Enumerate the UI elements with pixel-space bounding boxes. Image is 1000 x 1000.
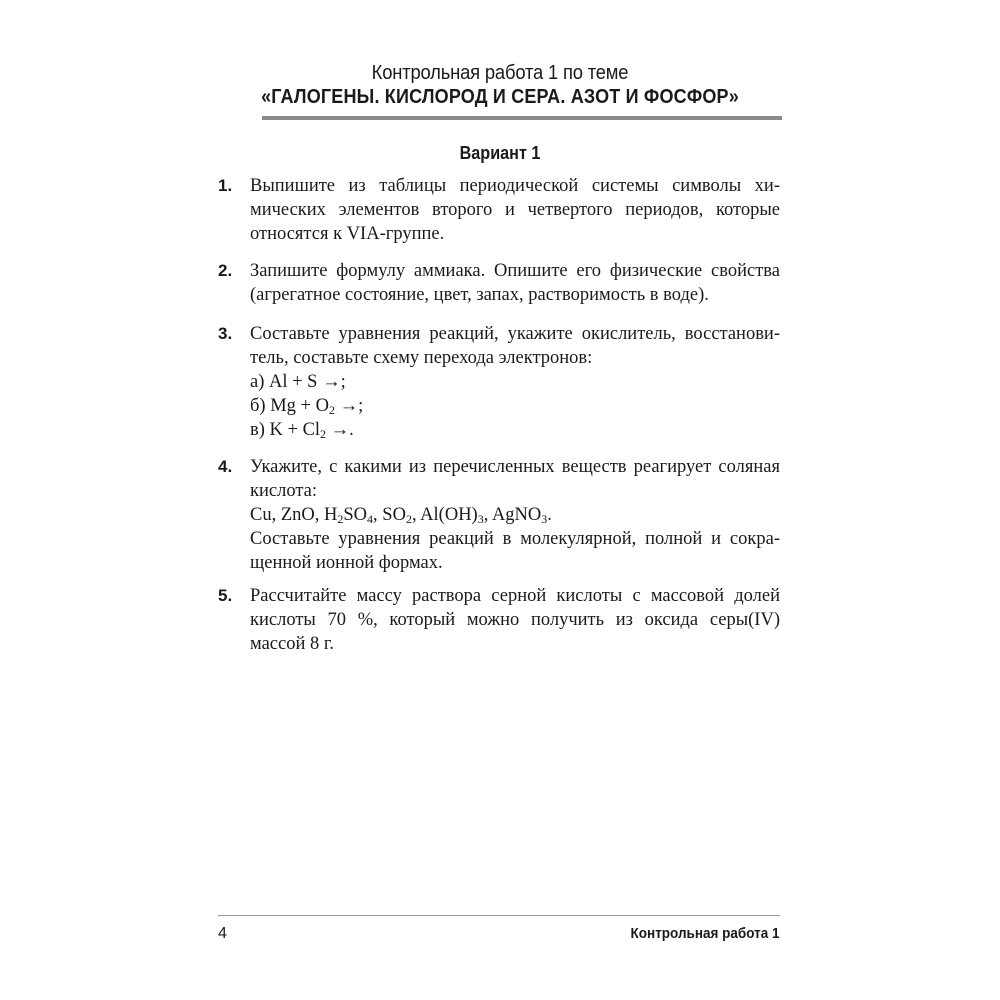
reaction-b-left: б) Mg + O <box>250 396 329 416</box>
formula-part: SO <box>343 505 368 525</box>
reaction-arrow: →. <box>326 420 354 440</box>
subscript: 2 <box>328 403 335 417</box>
task-line: кислота: <box>250 481 317 501</box>
subscript: 4 <box>367 512 374 526</box>
subscript: 2 <box>405 512 412 526</box>
task-line: Рассчитайте массу раствора серной кислоты с массовой долей <box>250 586 780 606</box>
task-line: Составьте уравнения реакций, укажите окислитель, восстанови- <box>250 324 780 344</box>
title-line-1: Контрольная работа 1 по теме <box>371 62 629 84</box>
task-text <box>250 174 780 246</box>
formula-part: , Al(OH) <box>411 505 478 525</box>
title-divider <box>262 116 782 120</box>
reaction-c <box>250 418 780 442</box>
reaction-c-left: в) K + Cl <box>250 420 321 440</box>
task-number: 4. <box>218 457 233 476</box>
footer-divider <box>218 915 780 916</box>
subscript: 2 <box>337 512 344 526</box>
task-line: щенной ионной формах. <box>250 553 443 573</box>
task-line: мических элементов второго и четвертого периодов, которые <box>250 200 780 220</box>
task-line: относятся к VIA-группе. <box>250 224 445 244</box>
reaction-a-left: а) Al + S <box>250 372 318 392</box>
task-line: Запишите формулу аммиака. Опишите его физические свойства <box>250 261 780 281</box>
formula-part: . <box>547 505 552 525</box>
task-line: (агрегатное состояние, цвет, запах, растворимость в воде). <box>250 285 709 305</box>
reaction-b <box>250 394 780 418</box>
task-line: Выпишите из таблицы периодической системы символы хи- <box>250 176 780 196</box>
subscript: 3 <box>541 512 548 526</box>
substance-list <box>250 503 780 527</box>
reaction-arrow: →; <box>322 372 346 392</box>
task-number: 5. <box>218 586 233 605</box>
formula-part: , AgNO <box>483 505 542 525</box>
subscript: 3 <box>477 512 484 526</box>
task-text <box>250 584 780 656</box>
task-line: Укажите, с какими из перечисленных веществ реагирует соляная <box>250 457 780 477</box>
title-line-2: «ГАЛОГЕНЫ. КИСЛОРОД И СЕРА. АЗОТ И ФОСФОР» <box>261 86 739 108</box>
task-number: 3. <box>218 324 233 343</box>
task-line: тель, составьте схему перехода электронов: <box>250 348 593 368</box>
task-number: 1. <box>218 176 233 195</box>
task-text <box>250 259 780 307</box>
task-text <box>250 322 780 442</box>
formula-part: , SO <box>373 505 406 525</box>
task-text <box>250 455 780 575</box>
task-line: кислоты 70 %, который можно получить из оксида серы(IV) <box>250 610 780 630</box>
subscript: 2 <box>320 427 327 441</box>
running-title: Контрольная работа 1 <box>631 925 780 942</box>
reaction-arrow: →; <box>334 396 364 416</box>
variant-heading: Вариант 1 <box>459 143 541 163</box>
task-line: Составьте уравнения реакций в молекулярной, полной и сокра- <box>250 529 780 549</box>
reaction-a <box>250 370 780 394</box>
task-line: массой 8 г. <box>250 634 334 654</box>
page-number: 4 <box>218 925 227 942</box>
formula-part: Cu, ZnO, H <box>250 505 338 525</box>
task-number: 2. <box>218 261 233 280</box>
